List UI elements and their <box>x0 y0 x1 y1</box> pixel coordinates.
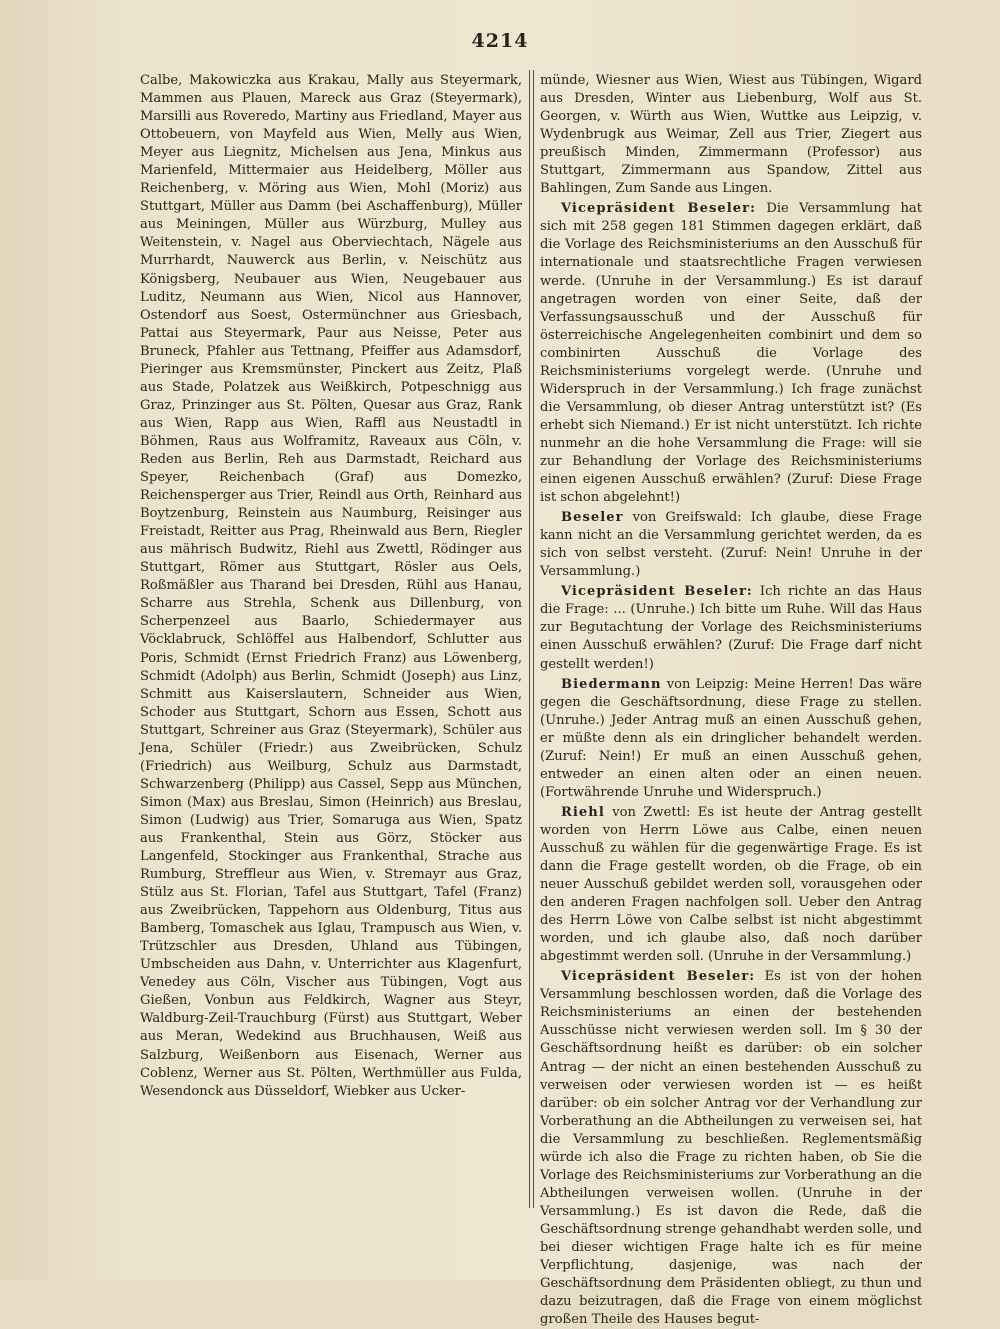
paragraph-text: Es ist von der hohen Versammlung beschlossen worden, daß die Vorlage des Reichsministeriums an einen der bestehenden Ausschüsse nicht verwiesen werden soll. Im § 30 der Geschäftsordnung heißt es darüber: ob ein solcher Antrag — der nicht an einen bestehenden Ausschuß zu verweisen oder verwiesen worden ist — es heißt darüber: ob ein solcher Antrag vor der Verhandlung zur Vorberathung an die Abtheilungen zu verweisen sei, hat die Versammlung zu beschließen. Reglementsmäßig würde ich also die Frage zu richten haben, ob Sie die Vorlage des Reichsministeriums zur Vorberathung an die Abtheilungen verweisen wollen. (Unruhe in der Versammlung.) Es ist davon die Rede, daß die Geschäftsordnung strenge gehandhabt werden solle, und bei dieser wichtigen Frage halte ich es für meine Verpflichtung, dasjenige, was nach der Geschäftsordnung dem Präsidenten obliegt, zu thun und dazu beizutragen, daß die Frage von einem möglichst großen Theile des Hauses begut- <box>540 969 922 1328</box>
speaker-name: Beseler <box>560 510 624 526</box>
speaker-name: Biedermann <box>560 676 662 692</box>
speech-paragraph <box>540 676 922 802</box>
speaker-name: Riehl <box>560 804 605 820</box>
speech-paragraph <box>540 968 922 1329</box>
column-divider <box>529 70 534 1208</box>
paragraph-text: Meine Herren! Das wäre gegen die Geschäftsordnung, diese Frage zu stellen. (Unruhe.) Jeder Antrag muß an einen Ausschuß gehen, er müßte denn als ein dringlicher behandelt werden. (Zuruf: Nein!) Er muß an einen Ausschuß gehen, entweder an einen alten oder an einen neuen. (Fortwährende Unruhe und Widerspruch.) <box>540 676 922 800</box>
paragraph-text: Ich glaube, diese Frage kann nicht an die Versammlung gerichtet werden, da es sich von selbst versteht. (Zuruf: Nein! Unruhe in der Versammlung.) <box>540 510 922 580</box>
member-list-paragraph: Calbe, Makowiczka aus Krakau, Mally aus Steyermark, Mammen aus Plauen, Mareck aus Graz (Steyermark), Marsilli aus Roveredo, Martiny aus Friedland, Mayer aus Ottobeuern, von Mayfeld aus Wien, Melly aus Wien, Meyer aus Liegnitz, Michelsen aus Jena, Minkus aus Marienfeld, Mittermaier aus Heidelberg, Möller aus Reichenberg, v. Möring aus Wien, Mohl (Moriz) aus Stuttgart, Müller aus Damm (bei Aschaffenburg), Müller aus Meiningen, Müller aus Würzburg, Mulley aus Weitenstein, v. Nagel aus Oberviechtach, Nägele aus Murrhardt, Nauwerck aus Berlin, v. Neischütz aus Königsberg, Neubauer aus Wien, Neugebauer aus Luditz, Neumann aus Wien, Nicol aus Hannover, Ostendorf aus Soest, Ostermünchner aus Griesbach, Pattai aus Steyermark, Paur aus Neisse, Peter aus Bruneck, Pfahler aus Tettnang, Pfeiffer aus Adamsdorf, Pieringer aus Kremsmünster, Pinckert aus Zeitz, Plaß aus Stade, Polatzek aus Weißkirch, Potpeschnigg aus Graz, Prinzinger aus St. Pölten, Quesar aus Graz, Rank aus Wien, Rapp aus Wien, Raffl aus Neustadtl in Böhmen, Raus aus Wolframitz, Raveaux aus Cöln, v. Reden aus Berlin, Reh aus Darmstadt, Reichard aus Speyer, Reichenbach (Graf) aus Domezko, Reichensperger aus Trier, Reindl aus Orth, Reinhard aus Boytzenburg, Reinstein aus Naumburg, Reisinger aus Freistadt, Reitter aus Prag, Rheinwald aus Bern, Riegler aus mährisch Budwitz, Riehl aus Zwettl, Rödinger aus Stuttgart, Römer aus Stuttgart, Rösler aus Oels, Roßmäßler aus Tharand bei Dresden, Rühl aus Hanau, Scharre aus Strehla, Schenk aus Dillenburg, von Scherpenzeel aus Baarlo, Schiedermayer aus Vöcklabruck, Schlöffel aus Halbendorf, Schlutter aus Poris, Schmidt (Ernst Friedrich Franz) aus Löwenberg, Schmidt (Adolph) aus Berlin, Schmidt (Joseph) aus Linz, Schmitt aus Kaiserslautern, Schneider aus Wien, Schoder aus Stuttgart, Schorn aus Essen, Schott aus Stuttgart, Schreiner aus Graz (Steyermark), Schüler aus Jena, Schüler (Friedr.) aus Zweibrücken, Schulz (Friedrich) aus Weilburg, Schulz aus Darmstadt, Schwarzenberg (Philipp) aus Cassel, Sepp aus München, Simon (Max) aus Breslau, Simon (Heinrich) aus Breslau, Simon (Ludwig) aus Trier, Somaruga aus Wien, Spatz aus Frankenthal, Stein aus Görz, Stöcker aus Langenfeld, Stockinger aus Frankenthal, Strache aus Rumburg, Streffleur aus Wien, v. Stremayr aus Graz, Stülz aus St. Florian, Tafel aus Stuttgart, Tafel (Franz) aus Zweibrücken, Tappehorn aus Oldenburg, Titus aus Bamberg, Tomaschek aus Iglau, Trampusch aus Wien, v. Trützschler aus Dresden, Uhland aus Tübingen, Umbscheiden aus Dahn, v. Unterrichter aus Klagenfurt, Venedey aus Cöln, Vischer aus Tübingen, Vogt aus Gießen, Vonbun aus Feldkirch, Wagner aus Steyr, Waldburg-Zeil-Trauchburg (Fürst) aus Stuttgart, Weber aus Meran, Wedekind aus Bruchhausen, Weiß aus Salzburg, Weißenborn aus Eisenach, Werner aus Coblenz, Werner aus St. Pölten, Werthmüller aus Fulda, Wesendonck aus Düsseldorf, Wiebker aus Ucker- <box>140 73 522 1099</box>
speech-paragraph <box>540 583 922 673</box>
paragraph-text: Die Versammlung hat sich mit 258 gegen 181 Stimmen dagegen erklärt, daß die Vorlage des Reichsministeriums an den Ausschuß für internationale und staatsrechtliche Fragen verwiesen werde. (Unruhe in der Versammlung.) Es ist darauf angetragen worden von einer Seite, daß der Verfassungsausschuß und der Ausschuß für österreichische Angelegenheiten combinirt und dem so combinirten Ausschuß die Vorlage des Reichsministeriums vorgelegt werde. (Unruhe und Widerspruch in der Versammlung.) Ich frage zunächst die Versammlung, ob dieser Antrag unterstützt ist? (Es erhebt sich Niemand.) Er ist nicht unterstützt. Ich richte nunmehr an die hohe Versammlung die Frage: will sie zur Behandlung der Vorlage des Reichsministeriums einen eigenen Ausschuß erwählen? (Zuruf: Diese Frage ist schon abgelehnt!) <box>540 201 922 506</box>
paragraph-text: Es ist heute der Antrag gestellt worden von Herrn Löwe aus Calbe, einen neuen Ausschuß zu wählen für die gegenwärtige Frage. Es ist dann die Frage gestellt worden, ob die Frage, ob ein neuer Ausschuß gebildet werden soll, vorausgehen oder den anderen Fragen nachfolgen soll. Ueber den Antrag des Herrn Löwe von Calbe selbst ist nicht abgestimmt worden, und ich glaube also, daß noch darüber abgestimmt werden soll. (Unruhe in der Versammlung.) <box>540 804 923 965</box>
speech-paragraph <box>540 804 922 966</box>
speech-paragraph <box>540 200 922 507</box>
left-column <box>140 72 522 1101</box>
right-column <box>540 72 922 1329</box>
paragraph-text: münde, Wiesner aus Wien, Wiest aus Tübingen, Wigard aus Dresden, Winter aus Liebenburg, Wolf aus St. Georgen, v. Würth aus Wien, Wuttke aus Leipzig, v. Wydenbrugk aus Weimar, Zell aus Trier, Ziegert aus preußisch Minden, Zimmermann (Professor) aus Stuttgart, Zimmermann aus Spandow, Zittel aus Bahlingen, Zum Sande aus Lingen. <box>540 73 922 197</box>
speaker-name: Vicepräsident Beseler: <box>560 969 756 985</box>
speaker-name: Vicepräsident Beseler: <box>560 201 757 217</box>
speaker-location: von Greifswald: <box>632 510 742 526</box>
speech-paragraph <box>540 509 922 581</box>
member-list-continuation <box>540 72 922 198</box>
speaker-name: Vicepräsident Beseler: <box>560 584 753 600</box>
speaker-location: von Leipzig: <box>666 676 749 692</box>
page-number: 4214 <box>471 30 529 52</box>
paragraph-text: Ich richte an das Haus die Frage: ... (Unruhe.) Ich bitte um Ruhe. Will das Haus zur Begutachtung der Vorlage des Reichsministeriums einen Ausschuß erwählen? (Zuruf: Die Frage darf nicht gestellt werden!) <box>540 584 922 672</box>
speaker-location: von Zwettl: <box>612 804 691 820</box>
